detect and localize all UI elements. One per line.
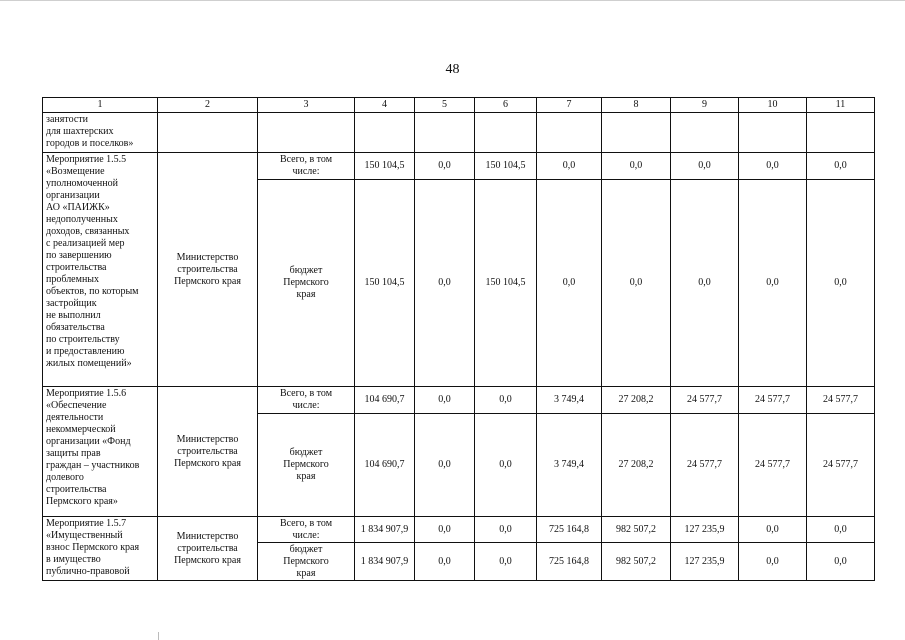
empty-cell	[258, 113, 355, 153]
measure-name: Мероприятие 1.5.7 «Имущественный взнос Пермского края в имущество публично-правовой	[43, 517, 158, 581]
header-cell: 6	[475, 98, 537, 113]
empty-cell	[537, 113, 602, 153]
value-cell: 104 690,7	[355, 414, 415, 517]
empty-cell	[671, 113, 739, 153]
header-row	[43, 98, 875, 113]
scan-top-edge	[0, 0, 905, 1]
value-cell: 0,0	[807, 543, 875, 581]
source-cell: Всего, в том числе:	[258, 153, 355, 180]
value-cell: 0,0	[602, 153, 671, 180]
value-cell: 0,0	[475, 414, 537, 517]
measure-name: Мероприятие 1.5.5 «Возмещение уполномоченной организации АО «ПАИЖК» недополученных доходов, связанных с реализацией мер по завершению строительства проблемных объектов, по которым застройщик не выполнил обязательства по строительству и предоставлению жилых помещений»	[43, 153, 158, 387]
value-cell: 725 164,8	[537, 517, 602, 543]
value-cell: 0,0	[475, 387, 537, 414]
value-cell: 0,0	[415, 517, 475, 543]
value-cell: 150 104,5	[355, 153, 415, 180]
value-cell: 0,0	[415, 387, 475, 414]
value-cell: 27 208,2	[602, 387, 671, 414]
value-cell: 27 208,2	[602, 414, 671, 517]
value-cell: 982 507,2	[602, 517, 671, 543]
source-cell: бюджет Пермского края	[258, 543, 355, 581]
value-cell: 24 577,7	[671, 414, 739, 517]
value-cell: 104 690,7	[355, 387, 415, 414]
table-row-total	[43, 387, 875, 414]
header-cell: 10	[739, 98, 807, 113]
value-cell: 127 235,9	[671, 543, 739, 581]
header-cell: 3	[258, 98, 355, 113]
header-cell: 7	[537, 98, 602, 113]
value-cell: 0,0	[415, 414, 475, 517]
header-cell: 2	[158, 98, 258, 113]
value-cell: 1 834 907,9	[355, 543, 415, 581]
value-cell: 24 577,7	[807, 387, 875, 414]
header-cell: 9	[671, 98, 739, 113]
header-cell: 4	[355, 98, 415, 113]
value-cell: 725 164,8	[537, 543, 602, 581]
value-cell: 0,0	[415, 180, 475, 387]
source-cell: Всего, в том числе:	[258, 387, 355, 414]
header-cell: 11	[807, 98, 875, 113]
value-cell: 982 507,2	[602, 543, 671, 581]
value-cell: 0,0	[739, 543, 807, 581]
header-cell: 5	[415, 98, 475, 113]
value-cell: 150 104,5	[475, 153, 537, 180]
value-cell: 1 834 907,9	[355, 517, 415, 543]
value-cell: 24 577,7	[739, 414, 807, 517]
source-cell: бюджет Пермского края	[258, 180, 355, 387]
value-cell: 127 235,9	[671, 517, 739, 543]
value-cell: 0,0	[537, 180, 602, 387]
value-cell: 0,0	[537, 153, 602, 180]
value-cell: 24 577,7	[739, 387, 807, 414]
value-cell: 0,0	[739, 517, 807, 543]
budget-table	[42, 97, 875, 581]
value-cell: 0,0	[739, 153, 807, 180]
empty-cell	[739, 113, 807, 153]
empty-cell	[158, 113, 258, 153]
value-cell: 0,0	[807, 153, 875, 180]
value-cell: 0,0	[475, 543, 537, 581]
value-cell: 150 104,5	[475, 180, 537, 387]
value-cell: 0,0	[415, 543, 475, 581]
scan-mark	[158, 632, 159, 640]
value-cell: 3 749,4	[537, 387, 602, 414]
value-cell: 3 749,4	[537, 414, 602, 517]
page-number: 48	[445, 62, 460, 77]
value-cell: 0,0	[671, 180, 739, 387]
header-cell: 8	[602, 98, 671, 113]
executor-cell: Министерство строительства Пермского края	[158, 517, 258, 581]
value-cell: 0,0	[739, 180, 807, 387]
table-row-total	[43, 153, 875, 180]
empty-cell	[475, 113, 537, 153]
executor-cell: Министерство строительства Пермского края	[158, 153, 258, 387]
measure-name: Мероприятие 1.5.6 «Обеспечение деятельности некоммерческой организации «Фонд защиты прав граждан – участников долевого строительства Пермского края»	[43, 387, 158, 517]
table-row	[43, 113, 875, 153]
source-cell: Всего, в том числе:	[258, 517, 355, 543]
value-cell: 150 104,5	[355, 180, 415, 387]
empty-cell	[602, 113, 671, 153]
measure-name-continued: занятости для шахтерских городов и поселков»	[43, 113, 158, 153]
value-cell: 0,0	[807, 180, 875, 387]
header-cell: 1	[43, 98, 158, 113]
value-cell: 0,0	[807, 517, 875, 543]
empty-cell	[415, 113, 475, 153]
value-cell: 0,0	[475, 517, 537, 543]
value-cell: 0,0	[415, 153, 475, 180]
empty-cell	[807, 113, 875, 153]
empty-cell	[355, 113, 415, 153]
source-cell: бюджет Пермского края	[258, 414, 355, 517]
value-cell: 0,0	[602, 180, 671, 387]
value-cell: 24 577,7	[807, 414, 875, 517]
value-cell: 24 577,7	[671, 387, 739, 414]
table-row-total	[43, 517, 875, 543]
value-cell: 0,0	[671, 153, 739, 180]
executor-cell: Министерство строительства Пермского края	[158, 387, 258, 517]
